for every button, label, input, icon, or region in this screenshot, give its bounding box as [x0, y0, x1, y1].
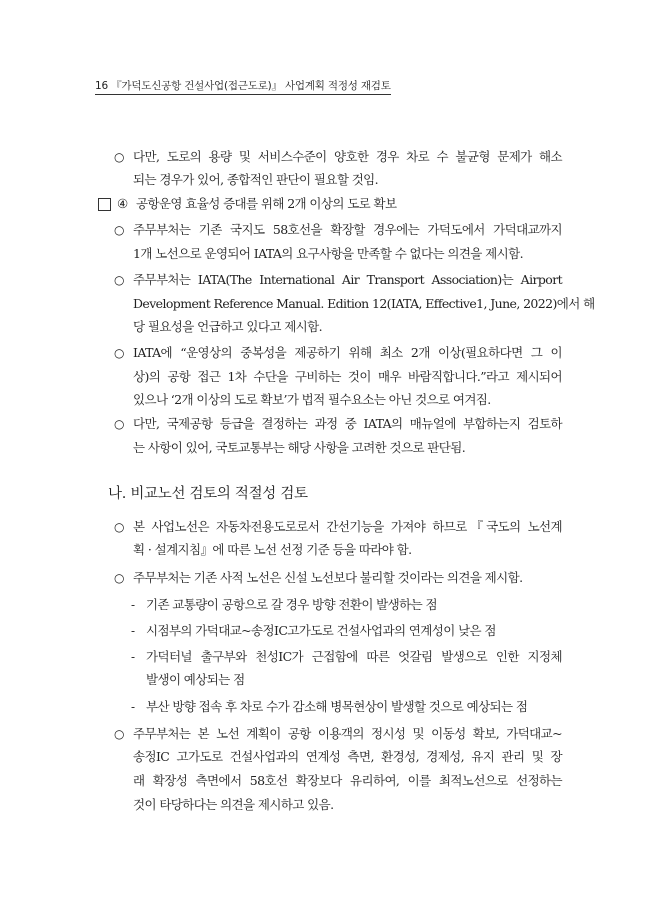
- sub-item-line: 발생이 예상되는 점: [146, 672, 245, 687]
- bullet-circle-icon: ○: [114, 346, 125, 360]
- bullet-circle-icon: ○: [114, 273, 125, 287]
- bullet-circle-icon: ○: [114, 571, 125, 585]
- dash-marker: -: [131, 624, 136, 638]
- paragraph-line: 송정IC 고가도로 건설사업과의 연계성 측면, 환경성, 경제성, 유지 관리 및 장: [133, 749, 562, 764]
- paragraph-line: 주무부처는 기존 국지도 58호선을 확장할 경우에는 가덕도에서 가덕대교까지: [133, 222, 562, 237]
- paragraph-line: 당 필요성을 언급하고 있다고 제시함.: [133, 319, 322, 334]
- item-number: ④: [117, 196, 128, 211]
- paragraph-line: 되는 경우가 있어, 종합적인 판단이 필요할 것임.: [133, 172, 379, 187]
- bullet-circle-icon: ○: [114, 150, 125, 164]
- paragraph-line: 본 사업노선은 자동차전용도로로서 간선기능을 가져야 하므로『국도의 노선계: [133, 519, 562, 534]
- bullet-circle-icon: ○: [114, 727, 125, 741]
- dash-marker: -: [131, 700, 136, 714]
- paragraph-line: 래 확장성 측면에서 58호선 확장보다 유리하여, 이를 최적노선으로 선정하는: [133, 773, 562, 788]
- paragraph-line: IATA에 “운영상의 중복성을 제공하기 위해 최소 2개 이상(필요하다면 그 이: [133, 345, 562, 360]
- section-title: 나. 비교노선 검토의 적절성 검토: [108, 486, 308, 502]
- sub-item-line: 가덕터널 출구부와 천성IC가 근접함에 따른 엇갈림 발생으로 인한 지정체: [146, 649, 562, 664]
- sub-item-line: 기존 교통량이 공항으로 갈 경우 방향 전환이 발생하는 점: [146, 597, 437, 612]
- paragraph-line: 다만, 도로의 용량 및 서비스수준이 양호한 경우 차로 수 불균형 문제가 해소: [133, 149, 562, 164]
- item-title: 공항운영 효율성 증대를 위해 2개 이상의 도로 확보: [136, 196, 397, 211]
- paragraph-line: 주무부처는 기존 사적 노선은 신설 노선보다 불리할 것이라는 의견을 제시함.: [133, 570, 523, 585]
- paragraph-line: 상)의 공항 접근 1차 수단을 구비하는 것이 매우 바람직합니다.”라고 제시되어: [133, 369, 562, 384]
- bullet-circle-icon: ○: [114, 223, 125, 237]
- paragraph-line: 다만, 국제공항 등급을 결정하는 과정 중 IATA의 매뉴얼에 부합하는지 검토하: [133, 416, 562, 431]
- dash-marker: -: [131, 650, 136, 664]
- bullet-circle-icon: ○: [114, 520, 125, 534]
- sub-item-line: 부산 방향 접속 후 차로 수가 감소해 병목현상이 발생할 것으로 예상되는 점: [146, 699, 528, 714]
- running-header: 16 『가덕도신공항 건설사업(접근도로)』 사업계획 적정성 재검토: [95, 78, 391, 95]
- paragraph-line: 주무부처는 본 노선 계획이 공항 이용객의 정시성 및 이동성 확보, 가덕대교~: [133, 726, 562, 741]
- paragraph-line: 주무부처는 IATA(The International Air Transport Association)는 Airport: [133, 272, 562, 287]
- paragraph-line: 는 사항이 있어, 국토교통부는 해당 사항을 고려한 것으로 판단됨.: [133, 440, 466, 455]
- paragraph-line: Development Reference Manual. Edition 12(IATA, Effective1, June, 2022)에서 해: [133, 296, 595, 311]
- sub-item-line: 시점부의 가덕대교~송정IC고가도로 건설사업과의 연계성이 낮은 점: [146, 623, 496, 638]
- paragraph-line: 있으나 ‘2개 이상의 도로 확보’가 법적 필수요소는 아닌 것으로 여겨짐.: [133, 392, 491, 407]
- paragraph-line: 1개 노선으로 운영되어 IATA의 요구사항을 만족할 수 없다는 의견을 제시함.: [133, 246, 523, 261]
- checkbox-square-icon: [98, 198, 111, 211]
- bullet-circle-icon: ○: [114, 417, 125, 431]
- paragraph-line: 것이 타당하다는 의견을 제시하고 있음.: [133, 797, 334, 812]
- paragraph-line: 획 · 설계지침』에 따른 노선 선정 기준 등을 따라야 함.: [133, 542, 412, 557]
- dash-marker: -: [131, 598, 136, 612]
